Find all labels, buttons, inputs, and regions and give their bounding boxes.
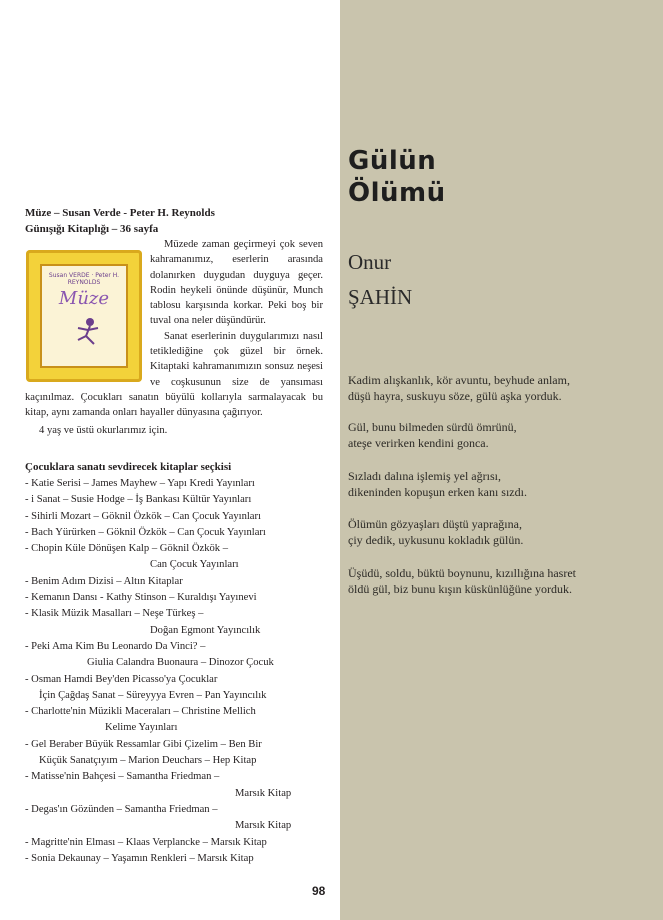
list-item: - Degas'ın Gözünden – Samantha Friedman – Marsık Kitap xyxy=(25,803,292,832)
cover-frame xyxy=(40,264,128,368)
poem-title-line-2: Ölümü xyxy=(348,178,446,208)
intro-paragraph-2: Sanat eserlerinin duygularımızı nasıl tetiklediğine çok güzel bir örnek. Kitaptaki kahramanımızın sonsuz neşesi ve coşkusunun size de yansıması kaçınılmaz. Çocukları sanatın büyülü kollarıyla sarmalayacak bu kitap, aynı zamanda onları hayaller dünyasına çağırıyor. xyxy=(25,330,323,419)
right-column xyxy=(340,0,663,920)
poet-last-name: ŞAHİN xyxy=(348,285,413,309)
list-item: - Osman Hamdi Bey'den Picasso'ya Çocuklar İçin Çağdaş Sanat – Süreyyya Evren – Pan Yayıncılık xyxy=(25,673,267,701)
poem-title-line-1: Gülün xyxy=(348,146,437,176)
list-item: - Benim Adım Dizisi – Altın Kitaplar xyxy=(25,575,183,587)
list-item: - Chopin Küle Dönüşen Kalp – Göknil Özkök – Can Çocuk Yayınları xyxy=(25,543,239,571)
age-note: 4 yaş ve üstü okurlarımız için. xyxy=(39,424,168,436)
book-publisher: Günışığı Kitaplığı – 36 sayfa xyxy=(25,223,159,235)
list-heading: Çocuklara sanatı sevdirecek kitaplar seçkisi xyxy=(25,461,232,473)
intro-paragraph-1: Müzede zaman geçirmeyi çok seven kahramanımız, eserlerin arasında dolanırken duygudan duyguya geçer. Rodin heykeli önünde düşünür, Munch tablosu karşısında korkar. Peki boş bir tuval ona neler düşündürür. xyxy=(150,239,323,327)
list-item: - Klasik Müzik Masalları – Neşe Türkeş – Doğan Egmont Yayıncılık xyxy=(25,608,261,636)
list-item: - Matisse'nin Bahçesi – Samantha Friedman – Marsık Kitap xyxy=(25,771,292,799)
stanza-2: Gül, bunu bilmeden sürdü ömrünü, ateşe verirken kendini gonca. xyxy=(348,420,517,450)
list-item: - Sihirli Mozart – Göknil Özkök – Can Çocuk Yayınları xyxy=(25,510,261,522)
list-item: - Bach Yürürken – Göknil Özkök – Can Çocuk Yayınları xyxy=(25,526,266,538)
stanza-4: Ölümün gözyaşları düştü yaprağına, çiy dedik, uykusunu kokladık gülün. xyxy=(348,517,524,547)
poem-title xyxy=(348,145,446,209)
book-cover-image xyxy=(26,250,142,382)
stanza-3: Sızladı dalına işlemiş yel ağrısı, dikeninden kopuşun erken kanı sızdı. xyxy=(348,469,527,499)
book-list xyxy=(25,476,325,867)
list-item: - Magritte'nin Elması – Klaas Verplancke – Marsık Kitap xyxy=(25,836,267,848)
book-title: Müze – Susan Verde - Peter H. Reynolds xyxy=(25,207,215,219)
list-item: - Katie Serisi – James Mayhew – Yapı Kredi Yayınları xyxy=(25,478,255,489)
list-item: - Peki Ama Kim Bu Leonardo Da Vinci? – Giulia Calandra Buonaura – Dinozor Çocuk xyxy=(25,640,274,669)
page-number: 98 xyxy=(312,884,326,898)
list-item: - Gel Beraber Büyük Ressamlar Gibi Çizelim – Ben Bir Küçük Sanatçıyım – Marion Deuchars – Hep Kitap xyxy=(25,738,262,767)
poet-first-name: Onur xyxy=(348,250,392,274)
list-item: - Charlotte'nin Müzikli Maceraları – Christine Mellich Kelime Yayınları xyxy=(25,706,256,734)
stanza-5: Üşüdü, soldu, büktü boynunu, kızıllığına hasret öldü gül, biz bunu kışın küskünlüğüne yorduk. xyxy=(348,566,576,596)
cover-authors: Susan VERDE · Peter H. REYNOLDS xyxy=(48,272,120,286)
list-item: - i Sanat – Susie Hodge – İş Bankası Kültür Yayınları xyxy=(25,494,252,506)
stanza-1: Kadim alışkanlık, kör avuntu, beyhude anlam, düşü hayra, suskuyu söze, gülü aşka yorduk. xyxy=(348,373,570,403)
list-item: - Sonia Dekaunay – Yaşamın Renkleri – Marsık Kitap xyxy=(25,852,254,864)
cover-title: Müze xyxy=(58,288,110,309)
running-child-icon xyxy=(64,316,108,346)
list-item: - Kemanın Dansı - Kathy Stinson – Kuraldışı Yayınevi xyxy=(25,592,257,604)
